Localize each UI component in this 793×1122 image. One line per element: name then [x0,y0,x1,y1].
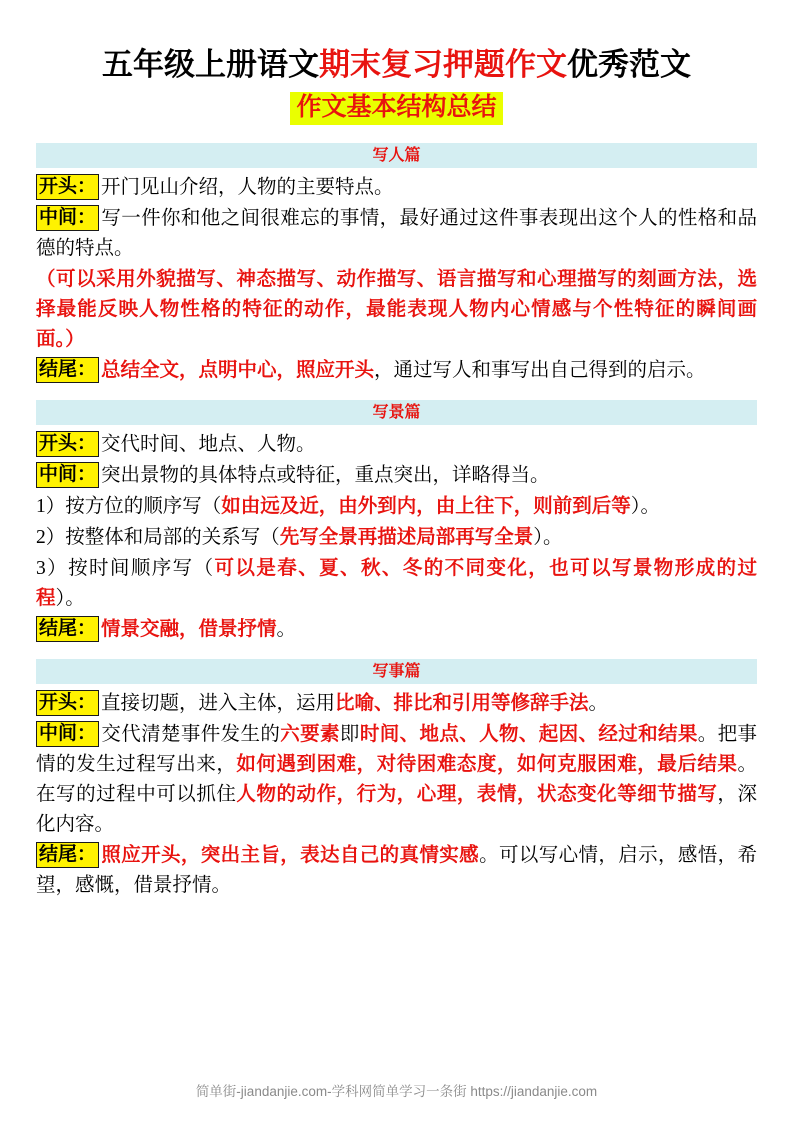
body-text: 交代时间、地点、人物。 [101,434,316,455]
paragraph [36,173,757,203]
label-jiewei: 结尾： [36,357,99,383]
emphasis-text: 比喻、排比和引用等修辞手法 [335,693,589,714]
section-heading: 写事篇 [36,659,757,684]
paragraph [36,461,757,491]
label-kaitou: 开头： [36,690,99,716]
emphasis-text: 照应开头，突出主旨，表达自己的真情实感 [101,845,480,866]
body-text: 。 [588,693,609,714]
body-text: 即 [339,724,360,745]
emphasis-text: （可以采用外貌描写、神态描写、动作描写、语言描写和心理描写的刻画方法，选择最能反映人物性格的特征的动作，最能表现人物内心情感与个性特征的瞬间画面。） [36,269,757,350]
sections-container [36,143,757,901]
title-part-3: 优秀范文 [567,47,691,82]
emphasis-text: 如由远及近，由外到内，由上往下，则前到后等 [221,496,631,517]
paragraph [36,265,757,355]
title-part-1: 五年级上册语文 [102,47,319,82]
emphasis-text: 如何遇到困难，对待困难态度，如何克服困难，最后结果 [236,754,738,775]
paragraph [36,554,757,614]
paragraph [36,720,757,840]
label-zhongjian: 中间： [36,205,99,231]
body-text: 直接切题，进入主体，运用 [101,693,336,714]
body-text: ，深化内容。 [36,784,757,835]
page-subtitle: 作文基本结构总结 [290,92,502,125]
body-text: 2）按整体和局部的关系写（ [36,527,280,548]
paragraph [36,689,757,719]
emphasis-text: 总结全文，点明中心，照应开头 [101,360,375,381]
paragraph [36,356,757,386]
body-text: ）。 [630,496,661,517]
body-text: ）。 [533,527,563,548]
label-zhongjian: 中间： [36,721,99,747]
section-heading: 写人篇 [36,143,757,168]
footer-watermark: 简单街-jiandanjie.com-学科网简单学习一条街 https://jiandanjie.com [195,1084,598,1099]
label-zhongjian: 中间： [36,462,99,488]
emphasis-text: 时间、地点、人物、起因、经过和结果 [359,724,698,745]
body-text: ，通过写人和事写出自己得到的启示。 [374,360,706,381]
emphasis-text: 先写全景再描述局部再写全景 [279,527,534,548]
body-text: 写一件你和他之间很难忘的事情，最好通过这件事表现出这个人的性格和品德的特点。 [36,208,757,259]
label-kaitou: 开头： [36,174,99,200]
body-text: 交代清楚事件发生的 [101,724,281,745]
body-text: 。在写的过程中可以抓住 [36,754,757,805]
emphasis-text: 情景交融，借景抒情 [101,619,277,640]
paragraph [36,430,757,460]
paragraph [36,204,757,264]
section-heading: 写景篇 [36,400,757,425]
emphasis-text: 人物的动作，行为，心理，表情，状态变化等细节描写 [236,784,718,805]
page-title [36,44,757,86]
body-text: 。把事情的发生过程写出来， [36,724,757,775]
paragraph [36,841,757,901]
body-text: 3）按时间顺序写（ [36,558,215,579]
paragraph [36,615,757,645]
label-kaitou: 开头： [36,431,99,457]
body-text: 开门见山介绍，人物的主要特点。 [101,177,394,198]
body-text: 。可以写心情，启示，感悟，希望，感慨，借景抒情。 [36,845,757,896]
body-text: 突出景物的具体特点或特征，重点突出，详略得当。 [101,465,550,486]
paragraph [36,523,757,553]
subtitle-row [36,92,757,125]
emphasis-text: 可以是春、夏、秋、冬的不同变化，也可以写景物形成的过程 [36,558,757,609]
label-jiewei: 结尾： [36,842,99,868]
title-part-2: 期末复习押题作文 [319,47,567,82]
emphasis-text: 六要素 [280,724,340,745]
label-jiewei: 结尾： [36,616,99,642]
paragraph [36,492,757,522]
body-text: 。 [276,619,297,640]
body-text: 1）按方位的顺序写（ [36,496,222,517]
body-text: ）。 [55,588,85,609]
